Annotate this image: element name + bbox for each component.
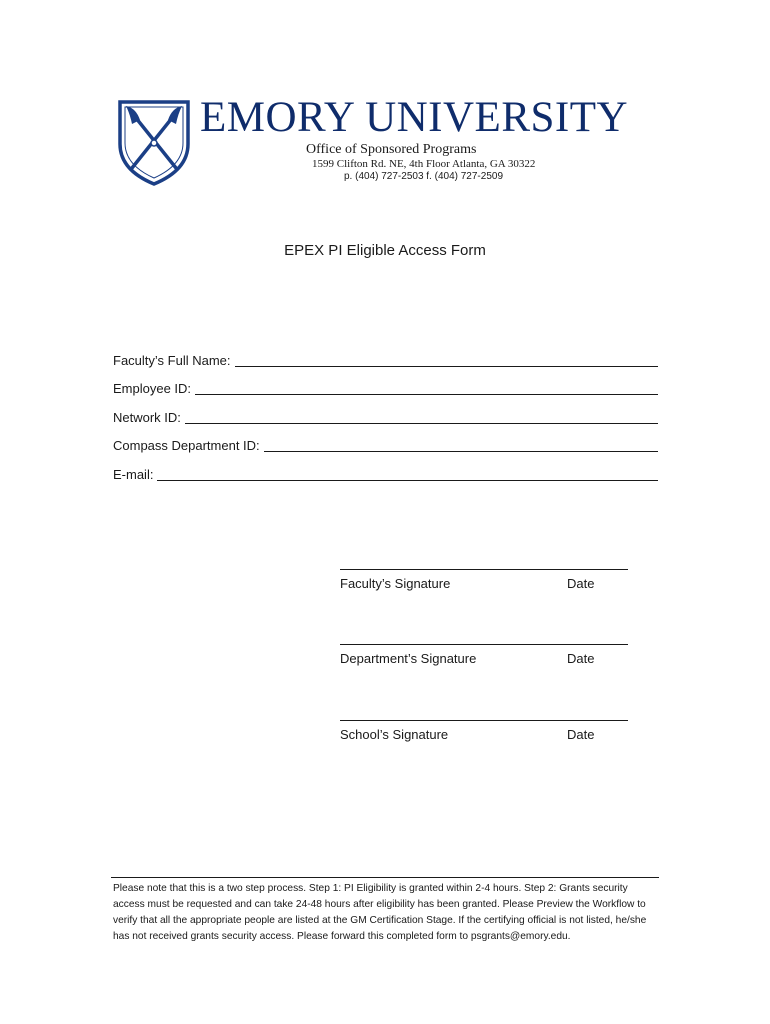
department-signature-block	[340, 644, 628, 667]
university-name: EMORY UNIVERSITY	[200, 94, 629, 141]
school-signature-block	[340, 720, 628, 743]
employee-id-input[interactable]	[195, 380, 658, 395]
department-signature-line[interactable]	[340, 644, 628, 645]
form-title: EPEX PI Eligible Access Form	[284, 242, 486, 259]
office-address: 1599 Clifton Rd. NE, 4th Floor Atlanta, GA 30322	[312, 158, 536, 170]
office-name: Office of Sponsored Programs	[306, 142, 477, 157]
compass-department-id-field	[113, 426, 658, 455]
school-signature-line[interactable]	[340, 720, 628, 721]
date-label: Date	[567, 727, 595, 742]
employee-id-field	[113, 369, 658, 398]
faculty-signature-block	[340, 569, 628, 592]
field-label: E-mail:	[113, 466, 154, 482]
form-fields	[113, 340, 658, 483]
faculty-name-field	[113, 340, 658, 369]
email-input[interactable]	[157, 466, 658, 481]
signature-label: Faculty’s Signature	[340, 576, 451, 591]
process-note: Please note that this is a two step process. Step 1: PI Eligibility is granted within 2-4 hours. Step 2: Grants security access must be requested and can take 24-48 hours after eligibility has been granted. Please Preview the Workflow to verify that all the appropriate people are listed at the GM Certification Stage. If the certifying official is not listed, he/she has not received grants security access. Please forward this completed form to psgrants@emory.edu.	[113, 883, 647, 942]
date-label: Date	[567, 576, 595, 591]
email-field	[113, 454, 658, 483]
date-label: Date	[567, 651, 595, 666]
faculty-name-input[interactable]	[235, 352, 658, 367]
field-label: Faculty’s Full Name:	[113, 352, 231, 368]
note-divider	[111, 877, 659, 878]
emory-shield-torches-icon	[116, 98, 192, 186]
office-phone: p. (404) 727-2503 f. (404) 727-2509	[344, 171, 503, 182]
network-id-input[interactable]	[185, 409, 658, 424]
signature-label: Department’s Signature	[340, 651, 477, 666]
letterhead	[116, 96, 656, 188]
network-id-field	[113, 397, 658, 426]
field-label: Network ID:	[113, 409, 181, 425]
signature-label: School’s Signature	[340, 727, 449, 742]
field-label: Compass Department ID:	[113, 438, 260, 453]
compass-department-id-input[interactable]	[264, 437, 658, 452]
faculty-signature-line[interactable]	[340, 569, 628, 570]
field-label: Employee ID:	[113, 381, 192, 396]
